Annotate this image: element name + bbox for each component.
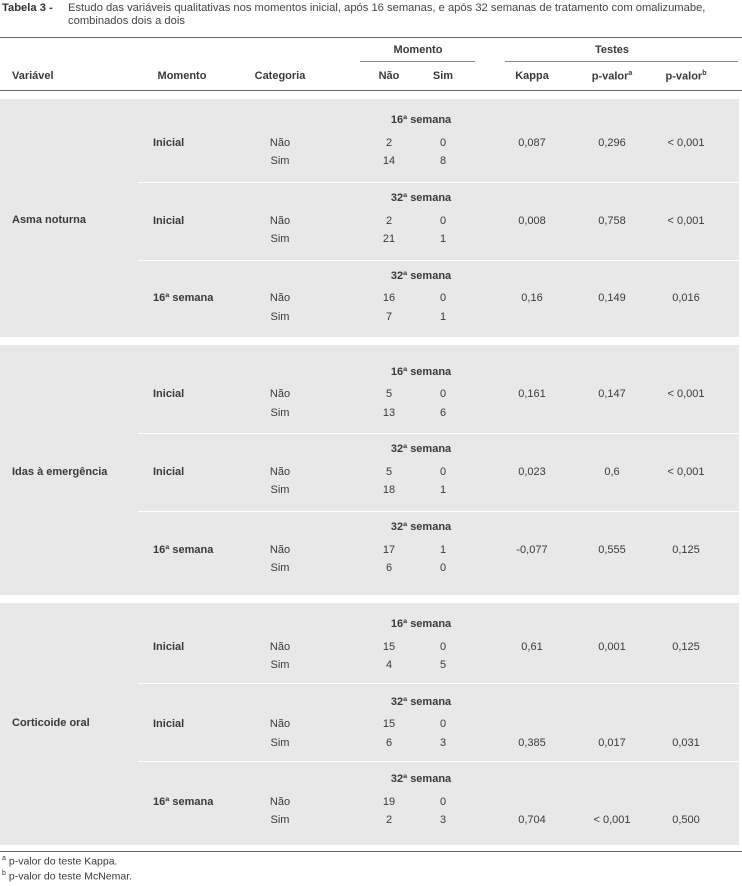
header-pvalor-a: p-valor$^a$ — [591, 70, 633, 83]
block-subheader: 16ª semana — [390, 366, 452, 378]
block-moment: Inicial — [153, 137, 185, 149]
pvalor-mcnemar: 0,125 — [672, 641, 700, 653]
count-sim: 0 — [439, 388, 447, 400]
block-divider — [138, 511, 739, 512]
count-nao: 15 — [382, 718, 396, 730]
block-divider — [138, 182, 739, 183]
category-nao: Não — [269, 641, 291, 653]
kappa-value: 0,385 — [518, 737, 546, 749]
block-moment: Inicial — [153, 215, 185, 227]
count-sim: 0 — [439, 466, 447, 478]
count-sim: 0 — [439, 796, 447, 808]
count-sim: 6 — [439, 407, 447, 419]
header-testes-rule — [505, 61, 738, 62]
header-top-rule — [0, 37, 742, 38]
category-nao: Não — [269, 466, 291, 478]
header-pvalor-b: p-valor$^b$ — [665, 70, 707, 83]
count-sim: 0 — [439, 292, 447, 304]
count-nao: 2 — [385, 137, 393, 149]
count-nao: 16 — [382, 292, 396, 304]
category-nao: Não — [269, 388, 291, 400]
kappa-value: 0,161 — [518, 388, 546, 400]
block-divider — [138, 260, 739, 261]
block-subheader: 16ª semana — [390, 114, 452, 126]
header-categoria: Categoria — [254, 70, 306, 82]
pvalor-kappa: 0,555 — [598, 544, 626, 556]
category-nao: Não — [269, 796, 291, 808]
block-moment: Inicial — [153, 388, 185, 400]
block-subheader: 32ª semana — [390, 521, 452, 533]
pvalor-mcnemar: 0,031 — [672, 737, 700, 749]
block-moment: Inicial — [153, 641, 185, 653]
count-nao: 2 — [385, 215, 393, 227]
pvalor-kappa: 0,6 — [604, 466, 620, 478]
count-nao: 6 — [385, 737, 393, 749]
count-sim: 0 — [439, 562, 447, 574]
header-group-momento: Momento — [393, 44, 443, 56]
table-bottom-rule — [0, 851, 742, 852]
variable-label: Asma noturna — [12, 214, 86, 226]
block-moment: 16ª semana — [153, 544, 214, 556]
kappa-value: 0,008 — [518, 215, 546, 227]
kappa-value: 0,61 — [521, 641, 543, 653]
count-sim: 5 — [439, 659, 447, 671]
count-nao: 13 — [382, 407, 396, 419]
category-nao: Não — [269, 718, 291, 730]
section-corticoide-oral — [0, 603, 739, 845]
category-sim: Sim — [270, 484, 290, 496]
block-subheader: 32ª semana — [390, 443, 452, 455]
block-subheader: 32ª semana — [390, 696, 452, 708]
pvalor-mcnemar: 0,125 — [672, 544, 700, 556]
pvalor-kappa: 0,001 — [598, 641, 626, 653]
count-sim: 8 — [439, 155, 447, 167]
header-momento: Momento — [157, 70, 207, 82]
pvalor-kappa: 0,147 — [598, 388, 626, 400]
pvalor-kappa: 0,149 — [598, 292, 626, 304]
pvalor-mcnemar: < 0,001 — [667, 466, 705, 478]
kappa-value: 0,023 — [518, 466, 546, 478]
block-subheader: 32ª semana — [390, 192, 452, 204]
pvalor-mcnemar: < 0,001 — [667, 388, 705, 400]
pvalor-mcnemar: 0,016 — [672, 292, 700, 304]
category-nao: Não — [269, 137, 291, 149]
kappa-value: -0,077 — [516, 544, 548, 556]
pvalor-mcnemar: < 0,001 — [667, 137, 705, 149]
category-nao: Não — [269, 544, 291, 556]
block-moment: 16ª semana — [153, 292, 214, 304]
header-kappa: Kappa — [515, 70, 549, 82]
table-label: Tabela 3 - — [2, 2, 53, 14]
count-nao: 17 — [382, 544, 396, 556]
category-sim: Sim — [270, 737, 290, 749]
variable-label: Corticoide oral — [12, 717, 90, 729]
category-sim: Sim — [270, 155, 290, 167]
pvalor-kappa: 0,017 — [598, 737, 626, 749]
block-divider — [138, 683, 739, 684]
kappa-value: 0,16 — [521, 292, 543, 304]
count-nao: 18 — [382, 484, 396, 496]
count-nao: 4 — [385, 659, 393, 671]
count-nao: 19 — [382, 796, 396, 808]
count-sim: 1 — [439, 544, 447, 556]
count-sim: 1 — [439, 484, 447, 496]
category-sim: Sim — [270, 407, 290, 419]
block-divider — [138, 433, 739, 434]
table-title: Estudo das variáveis qualitativas nos momentos inicial, após 16 semanas, e após 32 semanas de tratamento com omalizumabe, combinados dois a dois — [68, 2, 706, 27]
category-sim: Sim — [270, 659, 290, 671]
header-sim: Sim — [432, 70, 454, 82]
category-sim: Sim — [270, 233, 290, 245]
block-divider — [138, 761, 739, 762]
count-nao: 5 — [385, 388, 393, 400]
category-sim: Sim — [270, 311, 290, 323]
header-nao: Não — [378, 70, 400, 82]
footnote-a: $^a$ p-valor do teste Kappa. — [2, 855, 118, 868]
category-nao: Não — [269, 292, 291, 304]
pvalor-mcnemar: < 0,001 — [667, 215, 705, 227]
block-subheader: 32ª semana — [390, 773, 452, 785]
count-sim: 0 — [439, 641, 447, 653]
count-sim: 3 — [439, 814, 447, 826]
count-nao: 5 — [385, 466, 393, 478]
variable-label: Idas à emergência — [12, 466, 108, 478]
count-nao: 2 — [385, 814, 393, 826]
block-moment: Inicial — [153, 466, 185, 478]
count-sim: 0 — [439, 137, 447, 149]
count-sim: 0 — [439, 215, 447, 227]
block-moment: Inicial — [153, 718, 185, 730]
header-bottom-rule — [0, 90, 742, 91]
count-sim: 1 — [439, 311, 447, 323]
pvalor-mcnemar: 0,500 — [672, 814, 700, 826]
footnote-b: $^b$ p-valor do teste McNemar. — [2, 870, 133, 883]
header-group-testes: Testes — [594, 44, 630, 56]
section-asma-noturna — [0, 99, 739, 337]
count-nao: 21 — [382, 233, 396, 245]
category-nao: Não — [269, 215, 291, 227]
category-sim: Sim — [270, 814, 290, 826]
count-nao: 15 — [382, 641, 396, 653]
count-nao: 7 — [385, 311, 393, 323]
pvalor-kappa: 0,758 — [598, 215, 626, 227]
count-nao: 6 — [385, 562, 393, 574]
count-nao: 14 — [382, 155, 396, 167]
block-subheader: 32ª semana — [390, 270, 452, 282]
header-variavel: Variável — [12, 70, 54, 82]
pvalor-kappa: < 0,001 — [593, 814, 631, 826]
block-subheader: 16ª semana — [390, 618, 452, 630]
pvalor-kappa: 0,296 — [598, 137, 626, 149]
kappa-value: 0,704 — [518, 814, 546, 826]
section-idas-emergencia — [0, 345, 739, 595]
kappa-value: 0,087 — [518, 137, 546, 149]
header-momento-rule — [360, 61, 475, 62]
count-sim: 3 — [439, 737, 447, 749]
count-sim: 0 — [439, 718, 447, 730]
category-sim: Sim — [270, 562, 290, 574]
block-moment: 16ª semana — [153, 796, 214, 808]
count-sim: 1 — [439, 233, 447, 245]
